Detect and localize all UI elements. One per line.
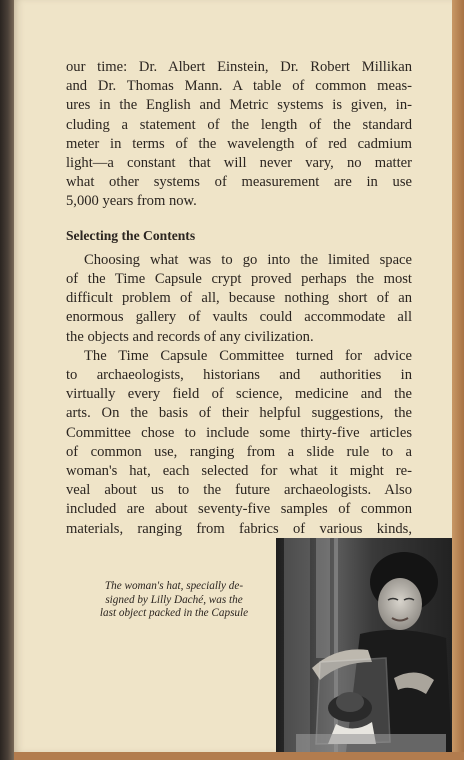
- text-line: cluding a statement of the length of the standard: [66, 116, 412, 133]
- paragraph-3: [66, 347, 412, 539]
- text-line: what other systems of measurement are in use: [66, 174, 412, 191]
- photo-illustration: [276, 538, 452, 752]
- text-line: materials, ranging from fabrics of various kinds,: [66, 520, 412, 537]
- text-line: Choosing what was to go into the limited space: [84, 251, 412, 268]
- caption-line: signed by Lilly Daché, was the: [105, 593, 243, 606]
- cover-bottom-edge: [14, 752, 464, 760]
- text-line: to archaeologists, historians and authorities in: [66, 367, 412, 384]
- body-text: [66, 58, 412, 539]
- photograph-woman-packing-hat: [276, 538, 452, 752]
- text-line: Committee chose to include some thirty-five articles: [66, 424, 412, 441]
- text-line: enormous gallery of vaults could accommodate all: [66, 309, 412, 326]
- text-line: of common use, ranging from a slide rule to a: [66, 443, 412, 460]
- caption-line: The woman's hat, specially de-: [104, 580, 244, 592]
- text-line: ures in the English and Metric systems is given, in-: [66, 97, 412, 114]
- text-line: of the Time Capsule crypt proved perhaps the most: [66, 271, 412, 288]
- text-line: light—a constant that will never vary, no matter: [66, 155, 412, 172]
- paragraph-2: [66, 251, 412, 347]
- photo-caption: [84, 580, 264, 621]
- section-heading: Selecting the Contents: [66, 227, 196, 243]
- text-line: our time: Dr. Albert Einstein, Dr. Robert Millikan: [66, 59, 412, 75]
- text-line: the objects and records of any civilization.: [66, 328, 314, 345]
- text-line: 5,000 years from now.: [66, 193, 197, 210]
- paragraph-1: [66, 58, 412, 212]
- caption-line: last object packed in the Capsule: [99, 607, 249, 620]
- text-line: virtually every field of science, medicine and the: [66, 386, 412, 403]
- text-line: woman's hat, each selected for what it might re-: [66, 463, 412, 480]
- text-line: meter in terms of the wavelength of red cadmium: [66, 135, 412, 152]
- book-spine: [0, 0, 14, 760]
- text-line: veal about us to the future archaeologists. Also: [66, 482, 412, 499]
- text-line: The Time Capsule Committee turned for advice: [84, 347, 412, 364]
- cover-edge: [452, 0, 464, 760]
- text-line: and Dr. Thomas Mann. A table of common meas-: [66, 78, 412, 95]
- text-line: included are about seventy-five samples of common: [66, 501, 412, 518]
- text-line: arts. On the basis of their helpful suggestions, the: [66, 405, 412, 422]
- text-line: difficult problem of all, because nothing short of an: [66, 290, 412, 307]
